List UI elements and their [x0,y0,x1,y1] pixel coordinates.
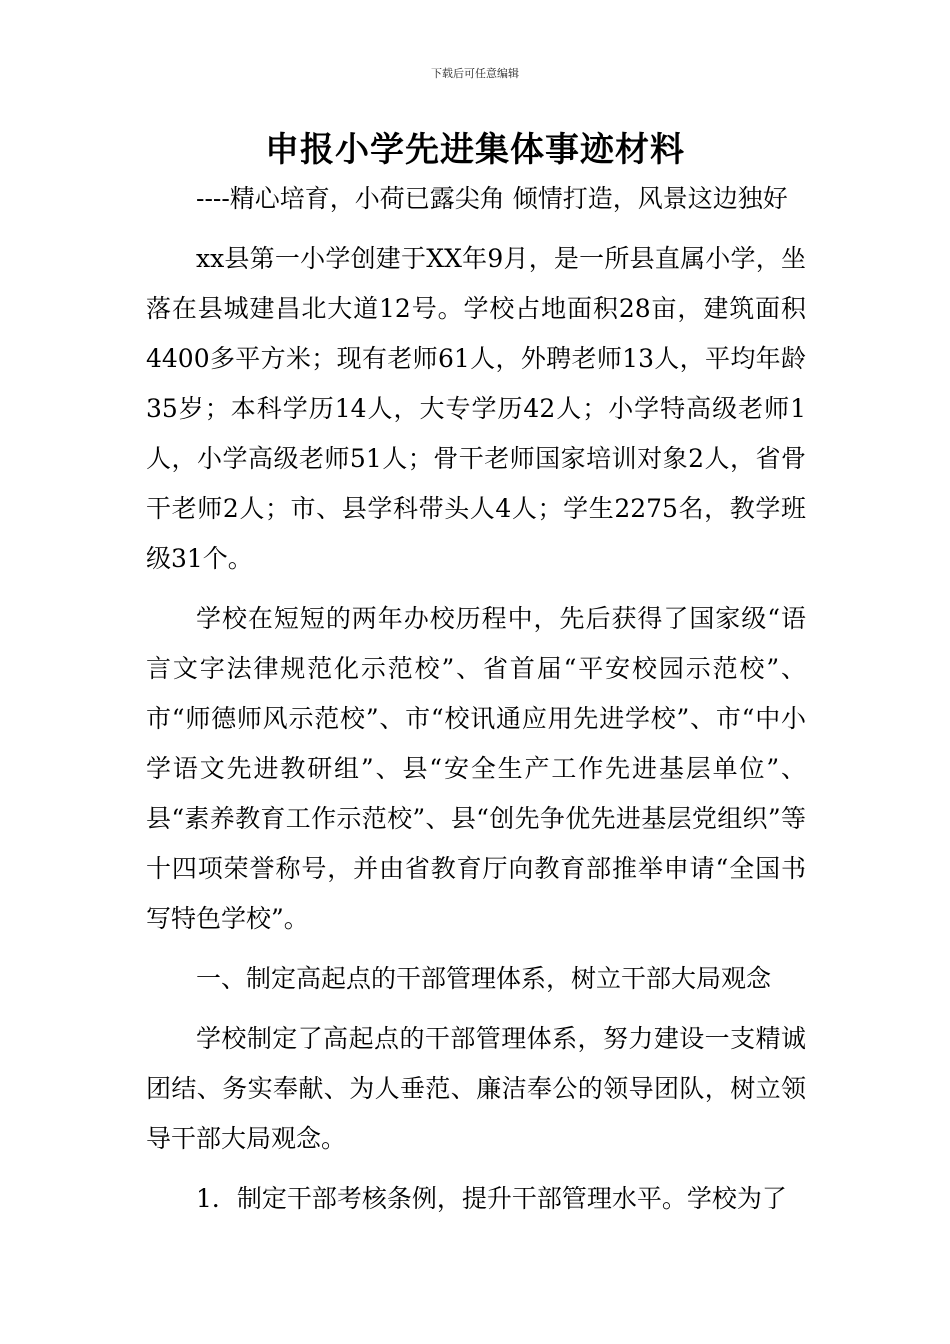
document-body [146,174,806,1224]
paragraph-item-1: 1．制定干部考核条例，提升干部管理水平。学校为了 [196,1184,787,1213]
document-title: 申报小学先进集体事迹材料 [265,130,685,170]
paragraph-honors: 学校在短短的两年办校历程中，先后获得了国家级“语言文字法律规范化示范校”、省首届“平安校园示范校”、市“师德师风示范校”、市“校讯通应用先进学校”、市“中小学语文先进教研组”、县“安全生产工作先进基层单位”、县“素养教育工作示范校”、县“创先争优先进基层党组织”等十四项荣誉称号，并由省教育厅向教育部推举申请“全国书写特色学校”。 [146,604,806,933]
document-subtitle: ----精心培育，小荷已露尖角 倾情打造，风景这边独好 [196,184,788,213]
paragraph-cadre-system: 学校制定了高起点的干部管理体系，努力建设一支精诚团结、务实奉献、为人垂范、廉洁奉公的领导团队，树立领导干部大局观念。 [146,1024,806,1153]
page-header-note: 下载后可任意编辑 [431,67,519,80]
paragraph-school-overview: xx县第一小学创建于XX年9月，是一所县直属小学，坐落在县城建昌北大道12号。学校占地面积28亩，建筑面积4400多平方米；现有老师61人，外聘老师13人，平均年龄35岁；本科学历14人，大专学历42人；小学特高级老师1人，小学高级老师51人；骨干老师国家培训对象2人，省骨干老师2人；市、县学科带头人4人；学生2275名，教学班级31个。 [146,244,806,573]
section-heading-1: 一、制定高起点的干部管理体系，树立干部大局观念 [196,964,772,993]
